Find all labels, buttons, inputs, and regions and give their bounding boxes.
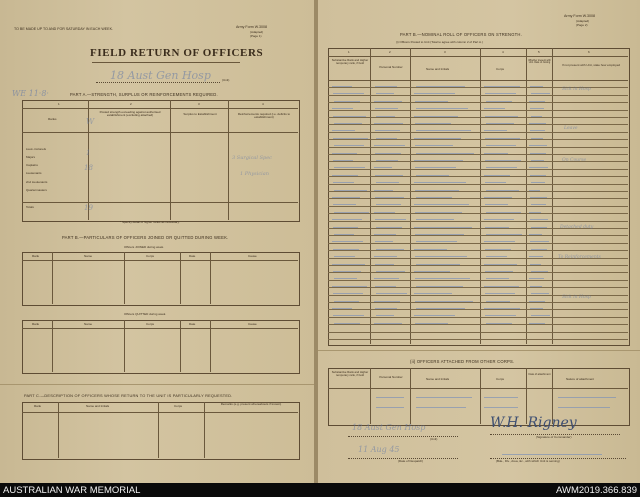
handwritten-entry [332, 282, 367, 287]
handwritten-entry [333, 223, 358, 228]
handwritten-entry [415, 274, 470, 279]
roll-row-line [328, 324, 628, 325]
handwritten-entry [415, 119, 451, 124]
roll-row-line [328, 221, 628, 222]
handwritten-entry [334, 186, 367, 191]
commander-signature: W.H. Rigney [490, 415, 577, 431]
quitted-col-cause: Cause [248, 322, 257, 326]
handwritten-entry [415, 319, 448, 324]
attached-header-rank: Substantive Rank and Higher temporary rank, if held [331, 370, 369, 377]
handwritten-entry [530, 149, 546, 154]
part-a-col-4: 4 [262, 102, 264, 106]
roll-col-6: 6 [588, 50, 590, 54]
date-handwritten: 11 Aug 45 [358, 445, 400, 454]
handwritten-entry [530, 171, 546, 176]
top-note: TO BE MADE UP TO AND FOR SATURDAY IN EACH WEEK. [14, 27, 113, 31]
roll-header-number: Personal Number [379, 65, 403, 69]
handwritten-entry [416, 237, 457, 242]
joined-col-cause: Cause [248, 254, 257, 258]
handwritten-entry [485, 223, 509, 228]
attached-header-nature: Nature of attachment [566, 377, 595, 381]
roll-row-line [328, 110, 628, 111]
roll-row-line [328, 272, 628, 273]
part-c-col-name: Name and Initials [86, 404, 110, 408]
roll-col-4: 4 [502, 50, 504, 54]
date-label: (Date of Despatch) [398, 459, 424, 463]
handwritten-entry [414, 178, 466, 183]
handwritten-entry [332, 215, 362, 220]
joined-col-corps: Corps [146, 254, 155, 258]
handwritten-entry [531, 289, 549, 294]
handwritten-entry [332, 193, 360, 198]
part-c-col-corps: Corps [174, 404, 183, 408]
attached-heading: (ii) OFFICERS ATTACHED FROM OTHER CORPS. [410, 359, 515, 364]
handwritten-entry [375, 260, 394, 265]
handwritten-entry [416, 82, 465, 87]
handwritten-entry [531, 267, 548, 272]
handwritten-entry [486, 274, 509, 279]
handwritten-entry [416, 149, 474, 154]
handwritten-entry [484, 104, 505, 109]
left-page: TO BE MADE UP TO AND FOR SATURDAY IN EACH WEEK. Army Form W.3008 (Adapted) (Page 1) FIELD RETURN OF OFFICERS 18 Aust Gen Hosp (Unit) WE 11·8· PART A.—STRENGTH, SURPLUS OR REINFORCEMENTS REQUIRED. 1 2 3 4 Ranks Posted strength exceeding against authorised establishment (excluding attached) Surplus to Establishment Reinforcements required (i.e. deficits to establishment) Lieut.-Colonels Majors Captains Lieutenants 2nd Lieutenants Quartermasters Totals W 1 18 19 3 Surgical Spec 1 Physician * Specify detail of higher ranks as necessary. PART B.—PARTICULARS OF OFFICERS JOINED OR QUITTED DURING WEEK. Officers JOINED during week. Rank Name Corps Date Cause Officers QUITTED during week. Rank Name Corps Date Cause PART C.—DESCRIPTION OF OFFICERS WHOSE RETURN TO THE UNIT IS PARTICULARLY REQUESTED. Rank Name and Initials Corps Remarks (e.g. present whereabouts if known) [0, 0, 316, 483]
roll-row-line [328, 280, 628, 281]
unit-label-right: (Unit) [430, 437, 438, 441]
handwritten-entry [332, 260, 365, 265]
handwritten-entry [374, 163, 392, 168]
part-a-heading: PART A.—STRENGTH, SURPLUS OR REINFORCEMENTS REQUIRED. [70, 92, 218, 97]
handwritten-entry [416, 193, 452, 198]
handwritten-entry [332, 304, 352, 309]
handwritten-entry [486, 186, 519, 191]
handwritten-entry [414, 223, 472, 228]
rank-lieut-colonels: Lieut.-Colonels [26, 147, 47, 151]
handwritten-entry [333, 112, 366, 117]
form-page-right: (Page 2) [576, 23, 588, 27]
handwritten-entry [375, 282, 396, 287]
handwritten-entry [333, 245, 359, 250]
form-title: FIELD RETURN OF OFFICERS [90, 47, 264, 59]
handwritten-entry [486, 141, 516, 146]
handwritten-entry [484, 126, 507, 131]
handwritten-entry [485, 200, 508, 205]
handwritten-entry [529, 119, 546, 124]
quitted-title: Officers QUITTED during week. [124, 312, 167, 316]
footer-institution: AUSTRALIAN WAR MEMORIAL [3, 485, 141, 496]
handwritten-entry [531, 200, 546, 205]
handwritten-entry [415, 97, 448, 102]
handwritten-entry [530, 237, 549, 242]
handwritten-entry [334, 163, 365, 168]
handwritten-entry [376, 156, 398, 161]
joined-col-rank: Rank [32, 254, 40, 258]
roll-row-line [328, 191, 628, 192]
handwritten-entry [486, 297, 510, 302]
handwritten-entry [374, 252, 397, 257]
unit-handwritten: 18 Aust Gen Hosp [110, 69, 211, 82]
roll-row-line [328, 339, 628, 340]
handwritten-entry [333, 178, 354, 183]
handwritten-entry [333, 89, 364, 94]
roll-row-line [328, 124, 628, 125]
handwritten-entry [530, 304, 543, 309]
handwritten-entry [334, 97, 360, 102]
roll-col-1: 1 [348, 50, 350, 54]
handwritten-entry [484, 82, 520, 87]
handwritten-entry [486, 230, 522, 235]
handwritten-entry [414, 267, 450, 272]
roll-row-line [328, 117, 628, 118]
handwritten-entry [485, 134, 520, 139]
roll-row-line [328, 102, 628, 103]
handwritten-entry [374, 230, 396, 235]
handwritten-entry [485, 289, 515, 294]
handwritten-entry [415, 252, 467, 257]
rank-captains: Captains [26, 163, 38, 167]
handwritten-entry [414, 289, 452, 294]
handwritten-entry [486, 319, 512, 324]
handwritten-entry [414, 134, 461, 139]
handwritten-entry [375, 104, 398, 109]
handwritten-entry [332, 149, 357, 154]
handwritten-entry [485, 89, 516, 94]
handwritten-entry [334, 297, 359, 302]
part-c-heading: PART C.—DESCRIPTION OF OFFICERS WHOSE RETURN TO THE UNIT IS PARTICULARLY REQUESTED. [24, 393, 233, 398]
handwritten-entry [375, 126, 400, 131]
handwritten-entry [375, 304, 397, 309]
handwritten-entry [529, 97, 545, 102]
roll-note-6: Sick in Hosp [562, 295, 591, 300]
handwritten-reinforcement-2: 1 Physician [240, 171, 269, 177]
handwritten-entry [486, 208, 521, 213]
rank-majors: Majors [26, 155, 36, 159]
roll-row-line [328, 184, 628, 185]
handwritten-entry [529, 186, 540, 191]
handwritten-entry [486, 119, 514, 124]
form-reference-right: Army Form W.3008 [564, 14, 595, 18]
handwritten-entry [484, 282, 519, 287]
handwritten-entry [416, 260, 460, 265]
quitted-col-name: Name [84, 322, 93, 326]
handwritten-entry [376, 223, 402, 228]
handwritten-entry [415, 208, 462, 213]
handwritten-entry [376, 178, 399, 183]
handwritten-entry [484, 260, 517, 265]
handwritten-entry [374, 297, 400, 302]
handwritten-entry [529, 297, 545, 302]
roll-col-3: 3 [444, 50, 446, 54]
handwritten-entry [414, 200, 469, 205]
handwritten-entry [333, 134, 368, 139]
handwritten-entry [414, 245, 447, 250]
handwritten-entry [486, 163, 517, 168]
handwritten-entry [414, 112, 458, 117]
rank-quartermasters: Quartermasters [26, 188, 47, 192]
roll-row-line [328, 95, 628, 96]
handwritten-entry [485, 267, 513, 272]
unit-label: (Unit) [222, 78, 230, 82]
roll-note-4: Detached duty [560, 225, 594, 230]
handwritten-entry [414, 156, 463, 161]
handwritten-entry [529, 163, 548, 168]
handwritten-entry [531, 112, 542, 117]
rank-totals: Totals [26, 205, 34, 209]
handwritten-entry [485, 311, 516, 316]
roll-header-corps: Corps [496, 67, 505, 71]
handwritten-entry [375, 82, 397, 87]
handwritten-entry [416, 215, 454, 220]
handwritten-entry [376, 200, 401, 205]
handwritten-entry [530, 260, 541, 265]
joined-title: Officers JOINED during week. [124, 245, 164, 249]
handwritten-entry [416, 304, 465, 309]
form-adapted-right: (Adapted) [576, 19, 590, 23]
part-a-header-surplus: Surplus to Establishment [183, 112, 217, 116]
handwritten-entry [376, 267, 405, 272]
right-page [318, 0, 640, 483]
handwritten-entry [484, 237, 515, 242]
attached-header-date: Date of attachment [528, 373, 551, 376]
handwritten-entry [529, 141, 547, 146]
roll-col-2: 2 [389, 50, 391, 54]
handwritten-entry [375, 237, 393, 242]
handwritten-entry [375, 215, 406, 220]
part-b-heading: PART B.—PARTICULARS OF OFFICERS JOINED OR QUITTED DURING WEEK. [62, 235, 229, 240]
roll-row-line [328, 154, 628, 155]
handwritten-entry [376, 134, 397, 139]
attached-header-name: Name and Initials [426, 377, 450, 381]
handwritten-entry [375, 149, 401, 154]
handwritten-entry [530, 215, 548, 220]
handwritten-entry [530, 193, 547, 198]
handwritten-entry [415, 230, 464, 235]
handwritten-entry [374, 319, 402, 324]
handwritten-entry [530, 82, 543, 87]
footer-accession-number: AWM2019.366.839 [556, 485, 637, 496]
handwritten-entry [374, 141, 405, 146]
handwritten-entry [416, 171, 449, 176]
handwritten-entry [484, 304, 520, 309]
handwritten-entry [531, 311, 550, 316]
form-adapted: (Adapted) [250, 30, 264, 34]
handwritten-entry [334, 230, 354, 235]
roll-row-line [328, 213, 628, 214]
form-reference: Army Form W.3008 [236, 25, 267, 29]
handwritten-entry [531, 134, 543, 139]
rank-2nd-lieutenants: 2nd Lieutenants [26, 180, 48, 184]
part-c-col-rank: Rank [34, 404, 42, 408]
handwritten-entry [333, 200, 356, 205]
handwritten-entry [416, 104, 468, 109]
handwritten-entry [334, 141, 364, 146]
handwritten-entry [332, 104, 353, 109]
handwritten-entry [529, 274, 544, 279]
roll-row-line [328, 287, 628, 288]
handwritten-entry [375, 171, 403, 176]
handwritten-entry [334, 319, 360, 324]
nominal-roll-heading: PART B.—NOMINAL ROLL OF OFFICERS ON STRENGTH. [400, 32, 522, 37]
handwritten-entry [529, 319, 545, 324]
handwritten-entry [531, 245, 547, 250]
part-a-footnote: * Specify detail of higher ranks as necessary. [120, 220, 180, 224]
handwritten-entry [376, 112, 395, 117]
part-c-col-remarks: Remarks (e.g. present whereabouts if known) [220, 402, 282, 406]
part-a-header-ranks: Ranks [48, 117, 57, 121]
unit-handwritten-right: 18 Aust Gen Hosp [352, 423, 426, 432]
handwritten-entry [332, 126, 355, 131]
roll-row-line [328, 139, 628, 140]
handwritten-entry [374, 274, 399, 279]
handwritten-reinforcement-1: 3 Surgical Spec [232, 155, 272, 161]
handwritten-entry [484, 193, 512, 198]
roll-row-line [328, 169, 628, 170]
roll-header-present: Whether present with Unit. Date of Joining [528, 59, 551, 65]
handwritten-entry [374, 97, 402, 102]
attached-header-number: Personal Number [379, 375, 403, 379]
roll-header-employed: If not present with Unit, state how employed [561, 63, 621, 67]
roll-row-line [328, 176, 628, 177]
part-c-table [22, 402, 300, 460]
roll-row-line [328, 132, 628, 133]
handwritten-entry [416, 126, 471, 131]
attached-header-corps: Corps [496, 377, 505, 381]
part-a-col-3: 3 [198, 102, 200, 106]
handwritten-entry [376, 245, 404, 250]
roll-row-line [328, 206, 628, 207]
handwritten-entry [376, 89, 394, 94]
handwritten-entry [531, 156, 544, 161]
quitted-col-corps: Corps [146, 322, 155, 326]
roll-row-line [328, 147, 628, 148]
handwritten-entry [531, 178, 545, 183]
handwritten-entry [484, 149, 508, 154]
bde-label: (Bde., Div., Area, &c., with which Unit is serving) [496, 459, 560, 463]
side-handwritten: WE 11·8· [12, 89, 49, 98]
handwritten-entry [530, 104, 544, 109]
quitted-col-date: Date [189, 322, 196, 326]
handwritten-entry [374, 119, 403, 124]
roll-header-name: Name and Initials [426, 67, 450, 71]
rank-lieutenants: Lieutenants [26, 171, 42, 175]
handwritten-entry [484, 215, 514, 220]
handwritten-entry [333, 289, 363, 294]
handwritten-entry [415, 186, 459, 191]
handwritten-entry [414, 311, 455, 316]
handwritten-entry [484, 171, 510, 176]
handwritten-entry [332, 82, 352, 87]
handwritten-entry [531, 89, 550, 94]
nominal-roll-sub-i: (i) Officers Posted to Unit (Total to agree with column 2 of Part A.) [396, 40, 483, 44]
handwritten-entry [333, 267, 361, 272]
handwritten-entry [333, 311, 364, 316]
handwritten-entry [333, 156, 353, 161]
handwritten-entry [376, 311, 394, 316]
handwritten-entry [485, 245, 511, 250]
handwritten-entry [529, 208, 541, 213]
handwritten-entry [374, 186, 393, 191]
handwritten-entry [334, 119, 362, 124]
part-a-header-posted: Posted strength exceeding against authorised establishment (excluding attached) [99, 110, 161, 117]
handwritten-entry [332, 237, 363, 242]
handwritten-entry [529, 230, 542, 235]
handwritten-entry [485, 178, 506, 183]
form-page: (Page 1) [250, 34, 262, 38]
roll-header-rank: Substantive Rank and Higher temporary rank, if held [331, 58, 369, 65]
handwritten-entry [486, 252, 507, 257]
handwritten-entry [486, 97, 512, 102]
roll-row-line [328, 265, 628, 266]
roll-note-2: Leave [564, 126, 578, 131]
handwritten-entry [375, 193, 404, 198]
roll-row-line [328, 332, 628, 333]
handwritten-entry [531, 223, 547, 228]
handwritten-entry [530, 126, 545, 131]
handwritten-entry [415, 297, 473, 302]
handwritten-entry [374, 208, 395, 213]
roll-row-line [328, 309, 628, 310]
handwritten-entry [334, 252, 355, 257]
joined-col-name: Name [84, 254, 93, 258]
handwritten-entry [415, 141, 453, 146]
quitted-col-rank: Rank [32, 322, 40, 326]
handwritten-entry [529, 252, 543, 257]
handwritten-entry [376, 289, 407, 294]
part-a-header-reinforcements: Reinforcements required (i.e. deficits to establishment) [237, 112, 291, 119]
roll-note-1: Sick in Hosp [562, 87, 591, 92]
roll-col-5: 5 [538, 50, 540, 54]
roll-note-5: To Reinforcements [558, 255, 601, 260]
roll-row-line [328, 235, 628, 236]
roll-row-line [328, 198, 628, 199]
roll-row-line [328, 250, 628, 251]
handwritten-entry [334, 274, 357, 279]
joined-col-date: Date [189, 254, 196, 258]
handwritten-entry [415, 163, 456, 168]
handwritten-entry [414, 89, 455, 94]
handwritten-entry [334, 208, 369, 213]
signature-label: (Signature of Commander) [536, 435, 572, 439]
handwritten-entry [416, 282, 463, 287]
handwritten-entry [485, 156, 521, 161]
roll-note-3: On Course [562, 158, 587, 163]
roll-row-line [328, 317, 628, 318]
handwritten-entry [332, 171, 358, 176]
part-a-col-2: 2 [130, 102, 132, 106]
part-a-col-1: 1 [58, 102, 60, 106]
roll-row-line [328, 302, 628, 303]
roll-row-line [328, 243, 628, 244]
handwritten-entry [485, 112, 518, 117]
handwritten-entry [530, 282, 542, 287]
